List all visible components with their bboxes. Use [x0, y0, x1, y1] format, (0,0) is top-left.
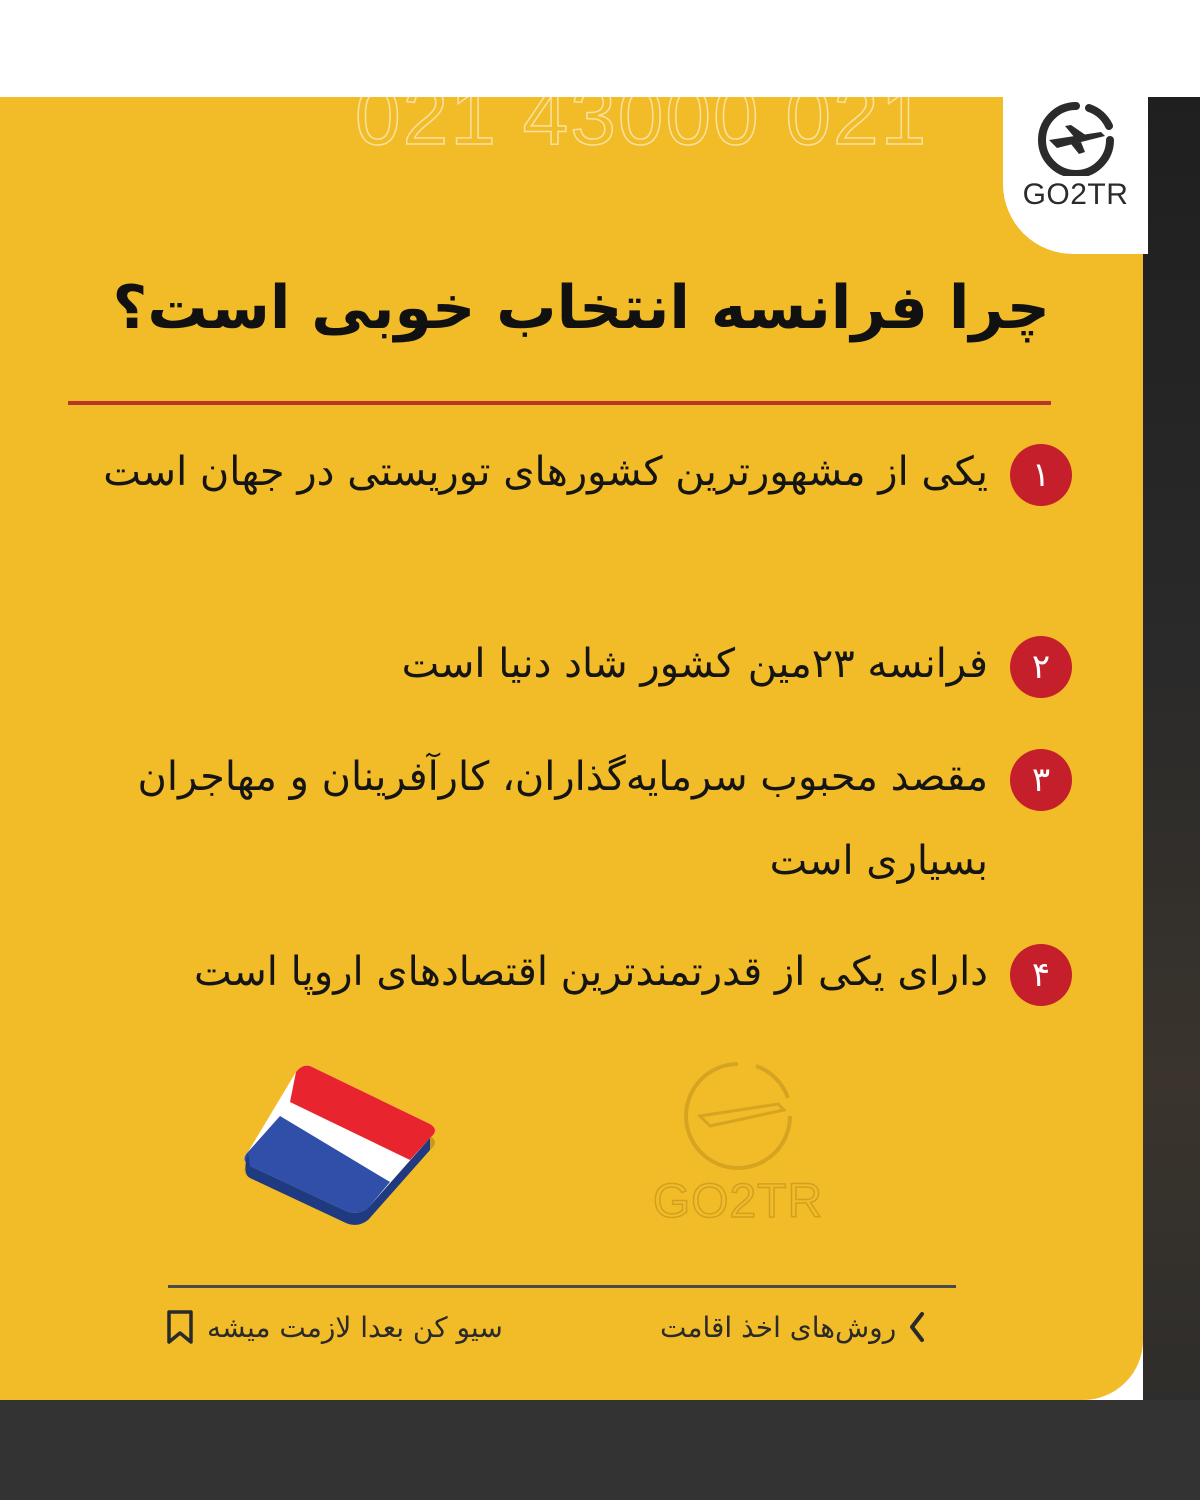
save-label: سیو کن بعدا لازمت میشه [207, 1310, 503, 1344]
list-item [60, 430, 1080, 605]
point-text: دارای یکی از قدرتمندترین اقتصادهای اروپا است [193, 949, 988, 995]
background-photo-strip [1143, 97, 1200, 1500]
background-dark-footer [0, 1400, 1200, 1500]
point-number-badge: ۴ [1010, 944, 1072, 1006]
point-text: مقصد محبوب سرمایه‌گذاران، کارآفرینان و مهاجران بسیاری است [137, 754, 988, 884]
save-button[interactable] [165, 1304, 503, 1350]
point-text: یکی از مشهورترین کشورهای توریستی در جهان است [103, 449, 988, 495]
airplane-globe-icon [648, 1058, 828, 1178]
brand-watermark [648, 1058, 828, 1238]
point-text: فرانسه ۲۳مین کشور شاد دنیا است [401, 641, 988, 687]
next-label: روش‌های اخذ اقامت [660, 1310, 897, 1344]
phone-watermark: 021 43000 021 [355, 71, 929, 162]
point-number-badge: ۲ [1010, 636, 1072, 698]
bookmark-icon [165, 1309, 195, 1345]
watermark-text: GO2TR [652, 1175, 824, 1228]
point-number-badge: ۳ [1010, 749, 1072, 811]
brand-logo [1003, 82, 1148, 254]
footer-divider [168, 1285, 956, 1288]
chevron-left-icon [906, 1310, 928, 1344]
airplane-globe-icon [1035, 100, 1117, 176]
list-item [60, 622, 1080, 712]
title-divider [68, 401, 1051, 405]
france-flag-icon [232, 1052, 442, 1231]
list-item [60, 735, 1080, 910]
next-link[interactable] [660, 1304, 928, 1350]
list-item [60, 930, 1080, 1105]
point-number-badge: ۱ [1010, 444, 1072, 506]
page-title: چرا فرانسه انتخاب خوبی است؟ [112, 273, 1050, 343]
logo-text: GO2TR [1022, 178, 1129, 211]
